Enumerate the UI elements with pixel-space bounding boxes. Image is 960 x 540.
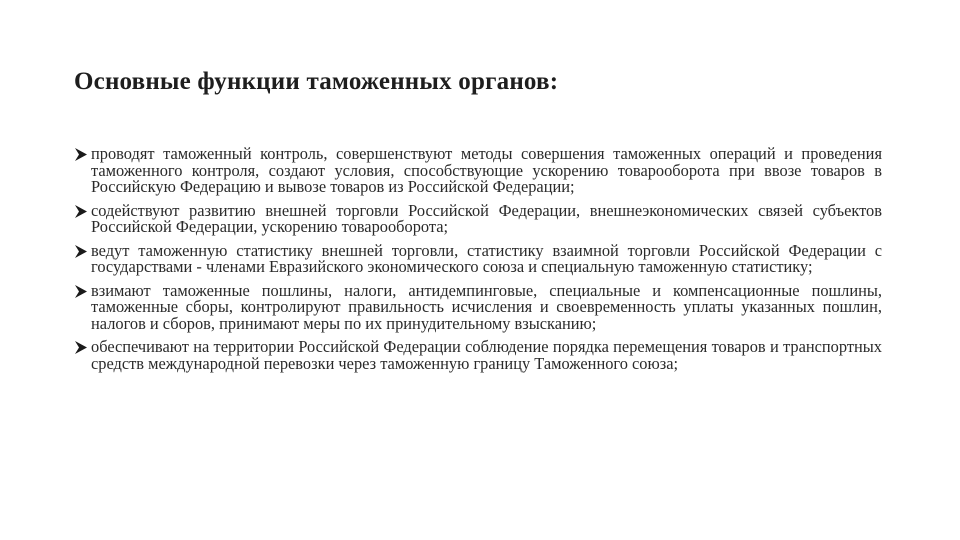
- list-item: [74, 339, 882, 372]
- arrow-bullet-icon: [74, 204, 88, 219]
- list-item: [74, 146, 882, 196]
- slide-title: Основные функции таможенных органов:: [74, 68, 559, 95]
- arrow-bullet-icon: [74, 244, 88, 259]
- list-item-text: обеспечивают на территории Российской Федерации соблюдение порядка перемещения товаров и транспортных средств международной перевозки через таможенную границу Таможенного союза;: [91, 337, 882, 373]
- list-item-text: содействуют развитию внешней торговли Российской Федерации, внешнеэкономических связей субъектов Российской Федерации, ускорению товарооборота;: [91, 200, 882, 236]
- list-item-text: проводят таможенный контроль, совершенствуют методы совершения таможенных операций и проведения таможенного контроля, создают условия, способствующие ускорению товарооборота при ввозе товаров в Российскую Федерацию и вывозе товаров из Российской Федерации;: [91, 144, 882, 196]
- list-item: [74, 240, 882, 276]
- list-item: [74, 200, 882, 236]
- arrow-bullet-icon: [74, 340, 88, 355]
- list-item-text: взимают таможенные пошлины, налоги, антидемпинговые, специальные и компенсационные пошлины, таможенные сборы, контролируют правильность исчисления и своевременность уплаты указанных пошлин, налогов и сборов, принимают меры по их принудительному взысканию;: [91, 280, 882, 333]
- arrow-bullet-icon: [74, 147, 88, 162]
- list-item: [74, 280, 882, 333]
- arrow-bullet-icon: [74, 284, 88, 299]
- functions-list: [74, 146, 882, 379]
- list-item-text: ведут таможенную статистику внешней торговли, статистику взаимной торговли Российской Федерации с государствами - членами Евразийского экономического союза и специальную таможенную статистику;: [91, 240, 882, 276]
